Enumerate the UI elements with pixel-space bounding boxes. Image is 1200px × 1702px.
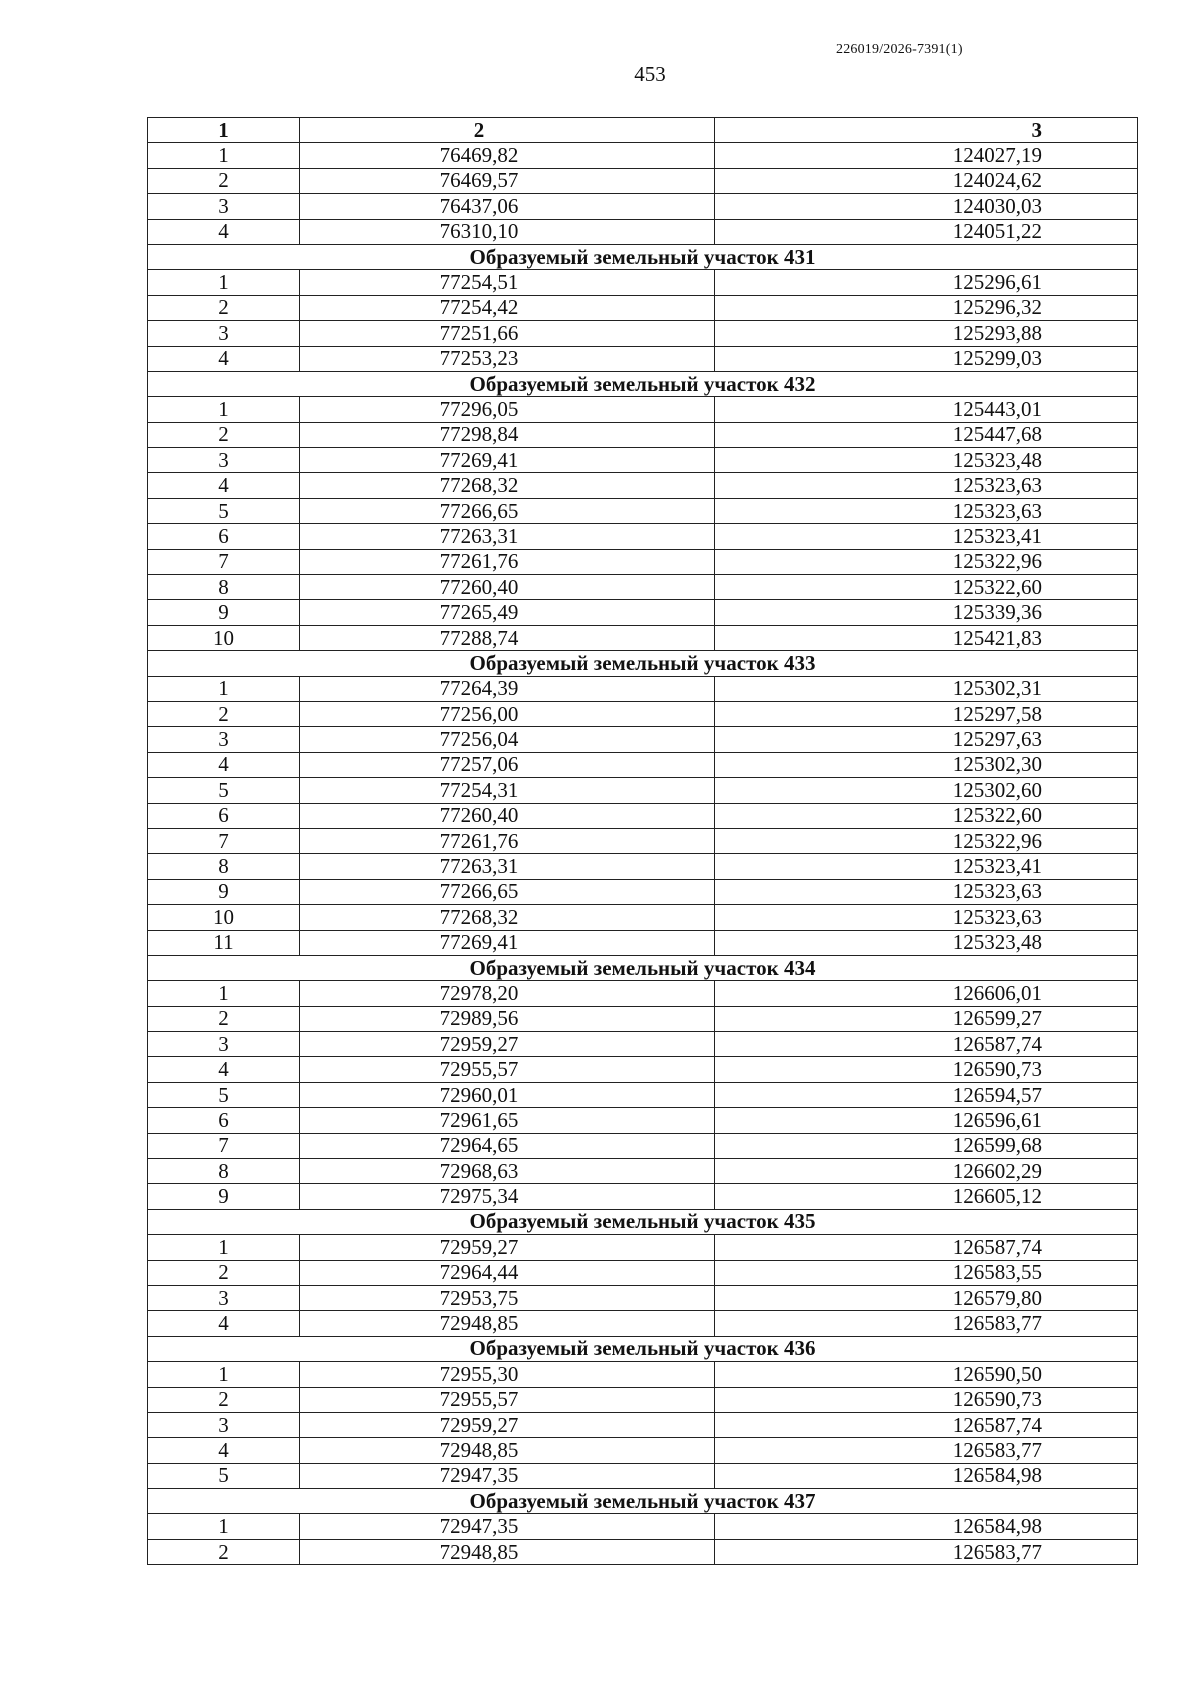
- y-coordinate-cell: 124051,22: [715, 219, 1138, 244]
- x-coordinate-cell: 72964,44: [300, 1260, 715, 1285]
- y-coordinate-cell: 125323,63: [715, 473, 1138, 498]
- x-coordinate-cell: 72975,34: [300, 1184, 715, 1209]
- point-number-cell: 4: [148, 473, 300, 498]
- x-coordinate-cell: 72955,57: [300, 1387, 715, 1412]
- y-coordinate-cell: 125443,01: [715, 397, 1138, 422]
- table-row: [148, 473, 1138, 498]
- section-title: Образуемый земельный участок 432: [148, 371, 1138, 396]
- point-number-cell: 1: [148, 1514, 300, 1539]
- table-row: [148, 321, 1138, 346]
- x-coordinate-cell: 77256,00: [300, 701, 715, 726]
- point-number-cell: 4: [148, 752, 300, 777]
- table-row: [148, 575, 1138, 600]
- point-number-cell: 4: [148, 346, 300, 371]
- point-number-cell: 3: [148, 1285, 300, 1310]
- y-coordinate-cell: 125323,41: [715, 524, 1138, 549]
- section-title: Образуемый земельный участок 437: [148, 1489, 1138, 1514]
- x-coordinate-cell: 72964,65: [300, 1133, 715, 1158]
- table-row: [148, 1412, 1138, 1437]
- point-number-cell: 7: [148, 1133, 300, 1158]
- x-coordinate-cell: 72948,85: [300, 1311, 715, 1336]
- table-row: [148, 854, 1138, 879]
- y-coordinate-cell: 125302,60: [715, 778, 1138, 803]
- table-row: [148, 1463, 1138, 1488]
- y-coordinate-cell: 125293,88: [715, 321, 1138, 346]
- x-coordinate-cell: 77296,05: [300, 397, 715, 422]
- x-coordinate-cell: 72953,75: [300, 1285, 715, 1310]
- y-coordinate-cell: 126583,77: [715, 1438, 1138, 1463]
- table-header-row: [148, 118, 1138, 143]
- x-coordinate-cell: 77261,76: [300, 828, 715, 853]
- y-coordinate-cell: 125323,63: [715, 879, 1138, 904]
- x-coordinate-cell: 76310,10: [300, 219, 715, 244]
- x-coordinate-cell: 72959,27: [300, 1412, 715, 1437]
- y-coordinate-cell: 125323,41: [715, 854, 1138, 879]
- table-row: [148, 803, 1138, 828]
- y-coordinate-cell: 126599,27: [715, 1006, 1138, 1031]
- column-header: 2: [300, 118, 715, 143]
- point-number-cell: 7: [148, 549, 300, 574]
- y-coordinate-cell: 125339,36: [715, 600, 1138, 625]
- y-coordinate-cell: 126596,61: [715, 1108, 1138, 1133]
- y-coordinate-cell: 125323,63: [715, 905, 1138, 930]
- table-row: [148, 219, 1138, 244]
- x-coordinate-cell: 76469,82: [300, 143, 715, 168]
- table-row: [148, 168, 1138, 193]
- point-number-cell: 2: [148, 1387, 300, 1412]
- section-title-row: [148, 1209, 1138, 1234]
- table-row: [148, 752, 1138, 777]
- x-coordinate-cell: 77268,32: [300, 905, 715, 930]
- x-coordinate-cell: 77254,42: [300, 295, 715, 320]
- point-number-cell: 11: [148, 930, 300, 955]
- x-coordinate-cell: 77256,04: [300, 727, 715, 752]
- y-coordinate-cell: 125323,63: [715, 498, 1138, 523]
- table-row: [148, 1387, 1138, 1412]
- y-coordinate-cell: 125447,68: [715, 422, 1138, 447]
- x-coordinate-cell: 72955,57: [300, 1057, 715, 1082]
- point-number-cell: 5: [148, 498, 300, 523]
- y-coordinate-cell: 126590,50: [715, 1362, 1138, 1387]
- point-number-cell: 9: [148, 1184, 300, 1209]
- table-row: [148, 625, 1138, 650]
- point-number-cell: 9: [148, 879, 300, 904]
- y-coordinate-cell: 124030,03: [715, 194, 1138, 219]
- section-title-row: [148, 244, 1138, 269]
- point-number-cell: 2: [148, 701, 300, 726]
- y-coordinate-cell: 125421,83: [715, 625, 1138, 650]
- table-row: [148, 879, 1138, 904]
- point-number-cell: 1: [148, 270, 300, 295]
- point-number-cell: 1: [148, 1235, 300, 1260]
- y-coordinate-cell: 124027,19: [715, 143, 1138, 168]
- coordinates-table-container: [147, 117, 1137, 1565]
- table-row: [148, 1260, 1138, 1285]
- point-number-cell: 4: [148, 219, 300, 244]
- point-number-cell: 3: [148, 448, 300, 473]
- y-coordinate-cell: 125322,96: [715, 828, 1138, 853]
- point-number-cell: 1: [148, 981, 300, 1006]
- point-number-cell: 1: [148, 1362, 300, 1387]
- table-row: [148, 1108, 1138, 1133]
- table-row: [148, 1235, 1138, 1260]
- table-row: [148, 1362, 1138, 1387]
- table-row: [148, 194, 1138, 219]
- table-row: [148, 295, 1138, 320]
- column-header: 3: [715, 118, 1138, 143]
- x-coordinate-cell: 77260,40: [300, 575, 715, 600]
- table-row: [148, 1514, 1138, 1539]
- point-number-cell: 4: [148, 1311, 300, 1336]
- point-number-cell: 4: [148, 1057, 300, 1082]
- point-number-cell: 2: [148, 1539, 300, 1564]
- y-coordinate-cell: 125302,30: [715, 752, 1138, 777]
- point-number-cell: 6: [148, 1108, 300, 1133]
- x-coordinate-cell: 77254,31: [300, 778, 715, 803]
- table-row: [148, 524, 1138, 549]
- table-row: [148, 397, 1138, 422]
- x-coordinate-cell: 77265,49: [300, 600, 715, 625]
- y-coordinate-cell: 126587,74: [715, 1235, 1138, 1260]
- y-coordinate-cell: 125322,96: [715, 549, 1138, 574]
- section-title: Образуемый земельный участок 435: [148, 1209, 1138, 1234]
- y-coordinate-cell: 125302,31: [715, 676, 1138, 701]
- table-row: [148, 422, 1138, 447]
- y-coordinate-cell: 126587,74: [715, 1412, 1138, 1437]
- point-number-cell: 6: [148, 803, 300, 828]
- x-coordinate-cell: 72948,85: [300, 1539, 715, 1564]
- x-coordinate-cell: 77288,74: [300, 625, 715, 650]
- y-coordinate-cell: 126584,98: [715, 1463, 1138, 1488]
- y-coordinate-cell: 126605,12: [715, 1184, 1138, 1209]
- y-coordinate-cell: 126590,73: [715, 1387, 1138, 1412]
- y-coordinate-cell: 124024,62: [715, 168, 1138, 193]
- x-coordinate-cell: 72968,63: [300, 1159, 715, 1184]
- x-coordinate-cell: 76469,57: [300, 168, 715, 193]
- x-coordinate-cell: 77254,51: [300, 270, 715, 295]
- section-title: Образуемый земельный участок 431: [148, 244, 1138, 269]
- x-coordinate-cell: 76437,06: [300, 194, 715, 219]
- y-coordinate-cell: 125297,63: [715, 727, 1138, 752]
- section-title-row: [148, 651, 1138, 676]
- section-title: Образуемый земельный участок 433: [148, 651, 1138, 676]
- x-coordinate-cell: 72978,20: [300, 981, 715, 1006]
- point-number-cell: 5: [148, 778, 300, 803]
- table-row: [148, 270, 1138, 295]
- x-coordinate-cell: 72955,30: [300, 1362, 715, 1387]
- section-title-row: [148, 371, 1138, 396]
- section-title: Образуемый земельный участок 436: [148, 1336, 1138, 1361]
- section-title-row: [148, 1336, 1138, 1361]
- x-coordinate-cell: 77263,31: [300, 524, 715, 549]
- point-number-cell: 10: [148, 905, 300, 930]
- x-coordinate-cell: 77260,40: [300, 803, 715, 828]
- x-coordinate-cell: 72947,35: [300, 1463, 715, 1488]
- point-number-cell: 8: [148, 1159, 300, 1184]
- table-row: [148, 828, 1138, 853]
- point-number-cell: 3: [148, 321, 300, 346]
- y-coordinate-cell: 125299,03: [715, 346, 1138, 371]
- y-coordinate-cell: 126583,77: [715, 1311, 1138, 1336]
- section-title: Образуемый земельный участок 434: [148, 955, 1138, 980]
- x-coordinate-cell: 77264,39: [300, 676, 715, 701]
- page-number: 453: [634, 62, 666, 86]
- y-coordinate-cell: 126584,98: [715, 1514, 1138, 1539]
- point-number-cell: 5: [148, 1082, 300, 1107]
- point-number-cell: 3: [148, 727, 300, 752]
- table-row: [148, 676, 1138, 701]
- table-row: [148, 930, 1138, 955]
- section-title-row: [148, 1489, 1138, 1514]
- point-number-cell: 5: [148, 1463, 300, 1488]
- table-row: [148, 498, 1138, 523]
- table-row: [148, 143, 1138, 168]
- point-number-cell: 9: [148, 600, 300, 625]
- x-coordinate-cell: 72959,27: [300, 1032, 715, 1057]
- y-coordinate-cell: 125297,58: [715, 701, 1138, 726]
- y-coordinate-cell: 126594,57: [715, 1082, 1138, 1107]
- point-number-cell: 8: [148, 575, 300, 600]
- y-coordinate-cell: 125322,60: [715, 803, 1138, 828]
- table-row: [148, 1311, 1138, 1336]
- point-number-cell: 4: [148, 1438, 300, 1463]
- column-header: 1: [148, 118, 300, 143]
- coordinates-table: [147, 117, 1138, 1565]
- x-coordinate-cell: 72959,27: [300, 1235, 715, 1260]
- y-coordinate-cell: 125296,61: [715, 270, 1138, 295]
- y-coordinate-cell: 125323,48: [715, 448, 1138, 473]
- document-number: 226019/2026-7391(1): [836, 42, 963, 57]
- point-number-cell: 2: [148, 422, 300, 447]
- table-row: [148, 1539, 1138, 1564]
- point-number-cell: 8: [148, 854, 300, 879]
- x-coordinate-cell: 77261,76: [300, 549, 715, 574]
- point-number-cell: 3: [148, 194, 300, 219]
- table-row: [148, 1285, 1138, 1310]
- point-number-cell: 1: [148, 676, 300, 701]
- y-coordinate-cell: 125322,60: [715, 575, 1138, 600]
- y-coordinate-cell: 126599,68: [715, 1133, 1138, 1158]
- table-row: [148, 1032, 1138, 1057]
- table-row: [148, 1184, 1138, 1209]
- table-row: [148, 778, 1138, 803]
- x-coordinate-cell: 77253,23: [300, 346, 715, 371]
- x-coordinate-cell: 77269,41: [300, 448, 715, 473]
- point-number-cell: 2: [148, 295, 300, 320]
- x-coordinate-cell: 72960,01: [300, 1082, 715, 1107]
- x-coordinate-cell: 72948,85: [300, 1438, 715, 1463]
- table-row: [148, 1006, 1138, 1031]
- y-coordinate-cell: 125323,48: [715, 930, 1138, 955]
- table-row: [148, 1159, 1138, 1184]
- y-coordinate-cell: 126583,55: [715, 1260, 1138, 1285]
- x-coordinate-cell: 77298,84: [300, 422, 715, 447]
- x-coordinate-cell: 72961,65: [300, 1108, 715, 1133]
- point-number-cell: 10: [148, 625, 300, 650]
- table-row: [148, 1057, 1138, 1082]
- point-number-cell: 6: [148, 524, 300, 549]
- point-number-cell: 3: [148, 1032, 300, 1057]
- table-row: [148, 346, 1138, 371]
- x-coordinate-cell: 77257,06: [300, 752, 715, 777]
- table-row: [148, 905, 1138, 930]
- section-title-row: [148, 955, 1138, 980]
- y-coordinate-cell: 126579,80: [715, 1285, 1138, 1310]
- point-number-cell: 1: [148, 397, 300, 422]
- point-number-cell: 7: [148, 828, 300, 853]
- y-coordinate-cell: 125296,32: [715, 295, 1138, 320]
- point-number-cell: 2: [148, 1260, 300, 1285]
- x-coordinate-cell: 77269,41: [300, 930, 715, 955]
- y-coordinate-cell: 126602,29: [715, 1159, 1138, 1184]
- point-number-cell: 3: [148, 1412, 300, 1437]
- table-row: [148, 1133, 1138, 1158]
- table-row: [148, 701, 1138, 726]
- table-row: [148, 981, 1138, 1006]
- x-coordinate-cell: 77263,31: [300, 854, 715, 879]
- y-coordinate-cell: 126606,01: [715, 981, 1138, 1006]
- x-coordinate-cell: 72989,56: [300, 1006, 715, 1031]
- y-coordinate-cell: 126590,73: [715, 1057, 1138, 1082]
- table-row: [148, 600, 1138, 625]
- y-coordinate-cell: 126583,77: [715, 1539, 1138, 1564]
- table-row: [148, 549, 1138, 574]
- x-coordinate-cell: 77251,66: [300, 321, 715, 346]
- table-row: [148, 727, 1138, 752]
- point-number-cell: 1: [148, 143, 300, 168]
- point-number-cell: 2: [148, 1006, 300, 1031]
- point-number-cell: 2: [148, 168, 300, 193]
- x-coordinate-cell: 77268,32: [300, 473, 715, 498]
- table-row: [148, 1082, 1138, 1107]
- y-coordinate-cell: 126587,74: [715, 1032, 1138, 1057]
- x-coordinate-cell: 77266,65: [300, 498, 715, 523]
- x-coordinate-cell: 77266,65: [300, 879, 715, 904]
- table-row: [148, 448, 1138, 473]
- x-coordinate-cell: 72947,35: [300, 1514, 715, 1539]
- table-row: [148, 1438, 1138, 1463]
